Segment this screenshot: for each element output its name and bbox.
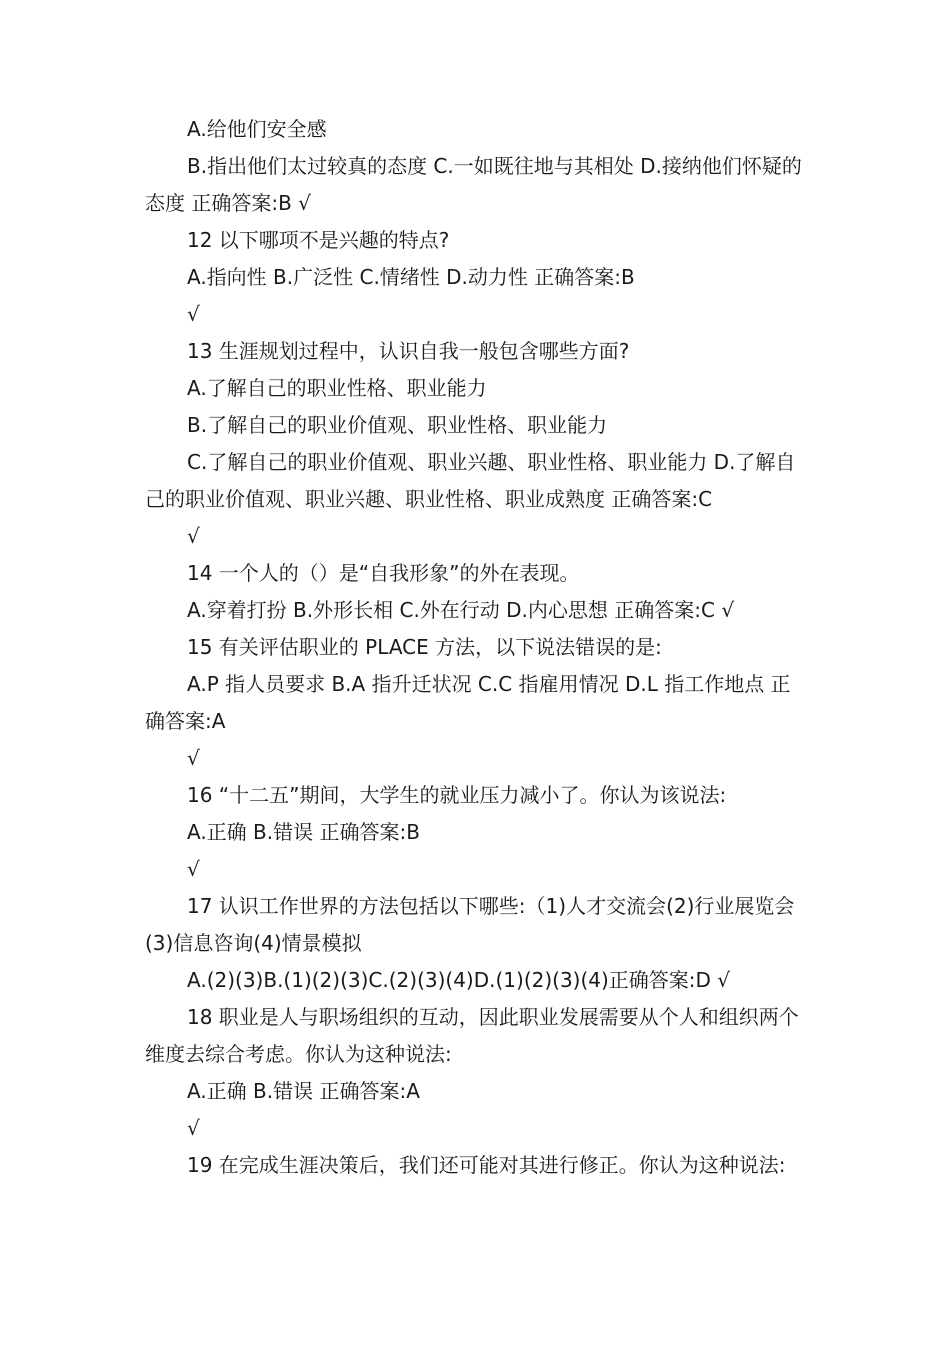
options-answer-line: A.正确 B.错误 正确答案:A xyxy=(187,1079,420,1103)
question-19: 19 在完成生涯决策后，我们还可能对其进行修正。你认为这种说法: xyxy=(187,1153,786,1177)
option-line: A.给他们安全感 xyxy=(187,117,327,141)
options-answer-line: B.指出他们太过较真的态度 C.一如既往地与其相处 D.接纳他们怀疑的态度 正确答案:B √ xyxy=(145,154,802,215)
question-15: 15 有关评估职业的 PLACE 方法，以下说法错误的是: xyxy=(187,635,662,659)
option-line: A.了解自己的职业性格、职业能力 xyxy=(187,376,487,400)
options-answer-line: A.P 指人员要求 B.A 指升迁状况 C.C 指雇用情况 D.L 指工作地点 正确答案:A xyxy=(145,672,791,733)
check-mark: √ xyxy=(187,524,200,548)
options-answer-line: A.正确 B.错误 正确答案:B xyxy=(187,820,420,844)
question-18: 18 职业是人与职场组织的互动，因此职业发展需要从个人和组织两个维度去综合考虑。你认为这种说法: xyxy=(145,1005,799,1066)
options-answer-line: A.穿着打扮 B.外形长相 C.外在行动 D.内心思想 正确答案:C √ xyxy=(187,598,735,622)
options-answer-line: C.了解自己的职业价值观、职业兴趣、职业性格、职业能力 D.了解自己的职业价值观、职业兴趣、职业性格、职业成熟度 正确答案:C xyxy=(145,450,796,511)
document-body xyxy=(145,111,810,1184)
options-answer-line: A.指向性 B.广泛性 C.情绪性 D.动力性 正确答案:B xyxy=(187,265,635,289)
options-answer-line: A.(2)(3)B.(1)(2)(3)C.(2)(3)(4)D.(1)(2)(3)(4)正确答案:D √ xyxy=(187,968,731,992)
check-mark: √ xyxy=(187,302,200,326)
check-mark: √ xyxy=(187,1116,200,1140)
check-mark: √ xyxy=(187,857,200,881)
option-line: B.了解自己的职业价值观、职业性格、职业能力 xyxy=(187,413,608,437)
question-12: 12 以下哪项不是兴趣的特点? xyxy=(187,228,450,252)
question-17: 17 认识工作世界的方法包括以下哪些:（1)人才交流会(2)行业展览会(3)信息咨询(4)情景模拟 xyxy=(145,894,795,955)
check-mark: √ xyxy=(187,746,200,770)
question-14: 14 一个人的（）是“自我形象”的外在表现。 xyxy=(187,561,580,585)
question-16: 16 “十二五”期间，大学生的就业压力减小了。你认为该说法: xyxy=(187,783,727,807)
question-13: 13 生涯规划过程中，认识自我一般包含哪些方面? xyxy=(187,339,630,363)
